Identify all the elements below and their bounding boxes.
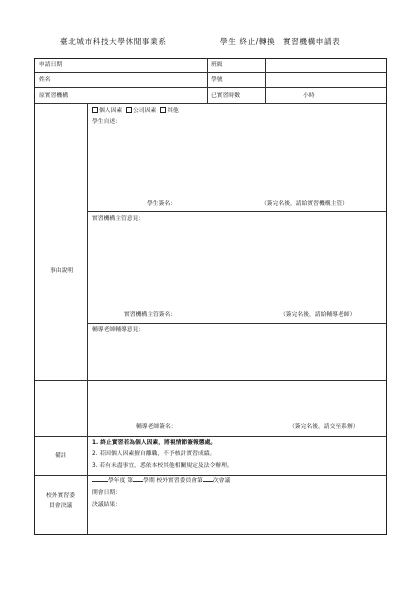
- other-reason-checkbox[interactable]: [160, 107, 166, 113]
- option-company: 公司因素: [133, 108, 157, 114]
- option-other: 其他: [167, 108, 179, 114]
- remarks-label: 備註: [55, 453, 67, 459]
- title-student-type: 學生 終止/轉換: [220, 37, 276, 46]
- student-sign-label: 學生簽名：: [147, 201, 176, 207]
- col-divider: [207, 59, 208, 103]
- row-divider: [35, 72, 386, 73]
- student-id-label: 學號: [211, 77, 223, 83]
- remark-item-2: 2. 若因個人因素擅自離職，不予核計實習成績。: [92, 451, 216, 457]
- self-statement-label: 學生自述：: [92, 119, 121, 125]
- meeting-number-blank[interactable]: [203, 481, 213, 482]
- col-divider: [87, 103, 88, 534]
- row-divider: [87, 436, 386, 437]
- resolution-label: 決議結果：: [92, 502, 121, 508]
- personal-reason-checkbox[interactable]: [92, 107, 98, 113]
- supervisor-opinion-label: 實習機構主管意見：: [92, 216, 145, 222]
- semester-blank[interactable]: [133, 481, 143, 482]
- row-divider: [35, 436, 87, 437]
- committee-label-line1: 校外實習委: [46, 493, 75, 499]
- teacher-sign-label: 輔導老師簽名：: [136, 424, 177, 430]
- col-divider: [265, 59, 266, 103]
- name-label: 姓名: [39, 77, 51, 83]
- company-reason-checkbox[interactable]: [126, 107, 132, 113]
- row-divider: [87, 323, 386, 324]
- orig-org-label: 原實習機構: [39, 93, 68, 99]
- remark-item-1: 1. 終止實習若為個人因素，將視情節簽報懲處。: [92, 440, 217, 446]
- form-title: [0, 36, 420, 50]
- apply-date-label: 申請日期: [39, 62, 63, 68]
- committee-label-line2: 員會決議: [49, 503, 73, 509]
- student-sign-note: （簽完名後，請給實習機構主管）: [261, 201, 348, 207]
- reason-options: [92, 107, 179, 115]
- meeting-date-label: 開會日期：: [92, 490, 121, 496]
- supervisor-sign-note: （簽完名後，請給輔導老師）: [280, 312, 356, 318]
- remark-item-3: 3. 若有未盡事宜，悉依本校其他相關規定及法令辦理。: [92, 463, 233, 469]
- supervisor-sign-label: 實習機構主管簽名：: [124, 312, 177, 318]
- hours-unit: 小時: [303, 93, 315, 99]
- meeting-mid: 學期 校外實習委員會第: [143, 478, 203, 484]
- teacher-sign-note: （簽完名後，請交至系辦）: [289, 424, 359, 430]
- option-personal: 個人因素: [99, 108, 123, 114]
- title-school-dept: 臺北城市科技大學休閒事業系: [60, 37, 167, 46]
- meeting-line: [92, 478, 230, 485]
- row-divider: [35, 87, 386, 88]
- hours-done-label: 已實習時數: [211, 93, 240, 99]
- meeting-end: 次會議: [212, 478, 231, 484]
- row-divider: [87, 211, 386, 212]
- title-form-name: 實習機構申請表: [283, 37, 341, 46]
- application-form-table: [34, 58, 387, 535]
- meeting-year-suffix: 學年度 第: [108, 478, 134, 484]
- reason-section-label: 事由說明: [50, 268, 74, 274]
- teacher-opinion-label: 輔導老師輔導意見：: [92, 327, 145, 333]
- year-blank[interactable]: [92, 481, 108, 482]
- class-label: 班級: [211, 62, 223, 68]
